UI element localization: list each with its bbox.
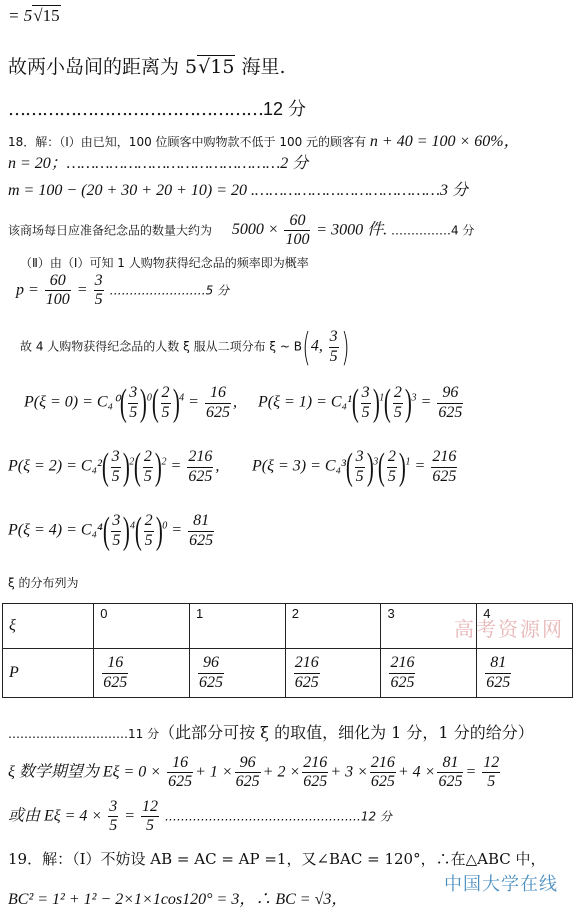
store-line: 该商场每日应准备纪念品的数量大约为 5000 × $\frac{60}{100}$ = 3000 件. ……………4 分 [8, 212, 475, 249]
distance-conclusion: 故两小岛间的距离为 5√15 海里. [8, 56, 286, 78]
table-row [3, 649, 573, 698]
site-logo: 中国大学在线 [444, 874, 558, 895]
distribution-title: ξ 的分布列为 [8, 576, 79, 590]
prob-2: P(ξ = 2) = C₄²( $\frac{3}{5}$ )$^2$( $\frac{2}{5}$ )$^2$ = $\frac{216}{625}$ , [8, 446, 220, 488]
table-cell: $\frac{216}{625}$ [285, 649, 381, 698]
table-cell: 0 [94, 604, 190, 649]
m-equation: m = 100 − (20 + 30 + 20 + 10) = 20 .…………………………………3 分 [8, 182, 468, 199]
expectation-line: ξ 数学期望为 Eξ = 0 × $\frac{16}{625}$ + 1 × $\frac{96}{625}$ + 2 × $\frac{216}{625}$ + 3 × $\frac{216}{625}$ + 4 × $\frac{81}{625}$ = $\frac{12}{5}$ [8, 754, 500, 791]
table-cell: 4 [477, 604, 573, 649]
n-value: n = 20；………………………………………2 分 [8, 155, 309, 172]
q19-line1: 19．解：（Ⅰ）不妨设 AB = AC = AP =1，又∠BAC = 120°，∴在△ABC 中， [8, 850, 546, 868]
table-cell: ξ [3, 604, 94, 649]
prob-1: P(ξ = 1) = C₄¹( $\frac{3}{5}$ )$^1$( $\frac{2}{5}$ )$^3$ = $\frac{96}{625}$ [258, 382, 463, 424]
result-line: = 5√15 [8, 6, 60, 25]
table-cell: $\frac{216}{625}$ [381, 649, 477, 698]
prob-4: P(ξ = 4) = C₄⁴( $\frac{3}{5}$ )$^4$( $\frac{2}{5}$ )$^0$ = $\frac{81}{625}$ [8, 510, 214, 552]
score-11-line: …………………………11 分（此部分可按 ξ 的取值，细化为 1 分，1 分的给分） [8, 723, 534, 742]
table-cell: $\frac{16}{625}$ [94, 649, 190, 698]
table-cell: P [3, 649, 94, 698]
binomial-line: 故 4 人购物获得纪念品的人数 ξ 服从二项分布 ξ ~ B(4, $\frac{3}{5}$ ) [20, 325, 350, 369]
part2-line: （Ⅱ）由（Ⅰ）可知 1 人购物获得纪念品的频率即为概率 [20, 256, 309, 270]
p-equation: p = $\frac{60}{100}$ = $\frac{3}{5}$ ……………………5 分 [16, 272, 230, 309]
table-cell: 1 [189, 604, 285, 649]
watermark: 高考资源网 [454, 617, 564, 641]
table-cell: 3 [381, 604, 477, 649]
q18-intro: 18．解：（Ⅰ）由已知，100 位顾客中购物款不低于 100 元的顾客有 n + 40 = 100 × 60%， [8, 133, 520, 150]
prob-3: P(ξ = 3) = C₄³( $\frac{3}{5}$ )$^3$( $\frac{2}{5}$ )$^1$ = $\frac{216}{625}$ [252, 446, 457, 488]
table-cell: $\frac{96}{625}$ [189, 649, 285, 698]
table-cell: 2 [285, 604, 381, 649]
score-12-line: ………………………………………12 分 [8, 99, 307, 120]
alternative-expectation: 或由 Eξ = 4 × $\frac{3}{5}$ = $\frac{12}{5}$ .…………………………………………12 分 [8, 798, 392, 835]
table-cell: $\frac{81}{625}$ [477, 649, 573, 698]
prob-0: P(ξ = 0) = C₄⁰( $\frac{3}{5}$ )$^0$( $\frac{2}{5}$ )$^4$ = $\frac{16}{625}$ , [24, 382, 237, 424]
q19-line2: BC² = 1² + 1² − 2×1×1cos120° = 3，∴ BC = √3， [8, 891, 348, 908]
